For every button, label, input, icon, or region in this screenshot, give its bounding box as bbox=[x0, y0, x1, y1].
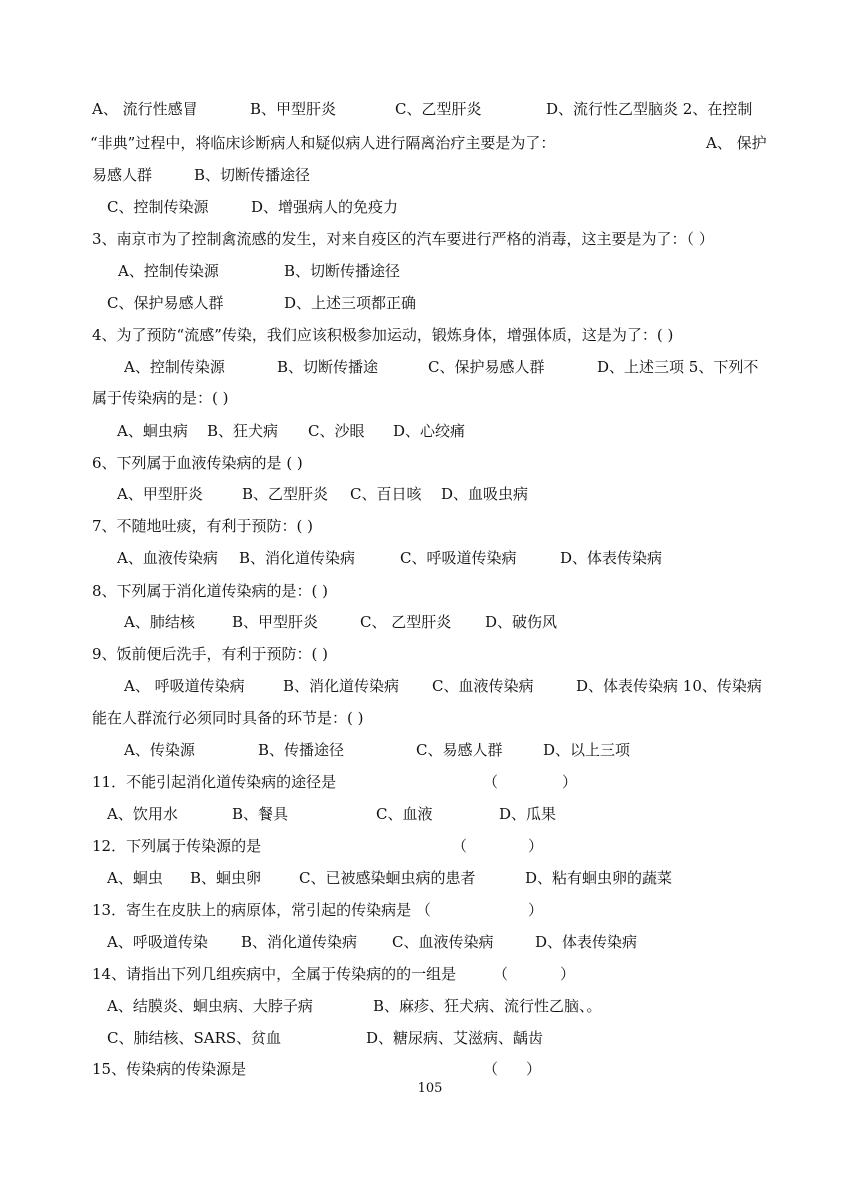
text-segment: 属于传染病的是：( ) bbox=[92, 389, 229, 407]
text-segment: D、上述三项 5、下列不 bbox=[597, 358, 759, 376]
text-segment: D、糖尿病、艾滋病、龋齿 bbox=[366, 1029, 544, 1047]
text-segment: C、乙型肝炎 bbox=[395, 100, 482, 118]
text-segment: A、 流行性感冒 bbox=[92, 100, 198, 118]
text-segment: C、易感人群 bbox=[416, 741, 503, 759]
text-segment: B、甲型肝炎 bbox=[232, 613, 319, 631]
text-segment: B、消化道传染病 bbox=[283, 677, 400, 695]
text-segment: A、肺结核 bbox=[124, 613, 195, 631]
text-segment: 9、饭前便后洗手，有利于预防：( ) bbox=[92, 645, 329, 663]
text-segment: C、控制传染源 bbox=[107, 198, 209, 216]
text-segment: D、体表传染病 bbox=[535, 933, 638, 951]
text-segment: 易感人群 bbox=[92, 166, 153, 184]
text-segment: A、血液传染病 bbox=[117, 549, 218, 567]
text-segment: 7、不随地吐痰，有利于预防：( ) bbox=[92, 517, 314, 535]
text-segment: A、 保护 bbox=[706, 134, 767, 152]
text-segment: D、瓜果 bbox=[499, 805, 557, 823]
text-segment: A、传染源 bbox=[124, 741, 195, 759]
text-segment: C、肺结核、SARS、贫血 bbox=[107, 1029, 282, 1047]
text-segment: 8、下列属于消化道传染病的是：( ) bbox=[92, 582, 329, 600]
text-segment: （ bbox=[452, 837, 468, 855]
text-segment: C、血液传染病 bbox=[432, 677, 534, 695]
text-segment: C、血液 bbox=[376, 805, 433, 823]
text-segment: D、以上三项 bbox=[543, 741, 631, 759]
text-segment: ） bbox=[526, 1060, 542, 1078]
text-segment: C、沙眼 bbox=[308, 422, 365, 440]
text-segment: B、消化道传染病 bbox=[239, 549, 356, 567]
text-segment: C、 乙型肝炎 bbox=[360, 613, 452, 631]
text-segment: D、体表传染病 10、传染病 bbox=[576, 677, 762, 695]
text-segment: （ bbox=[493, 965, 509, 983]
text-segment: D、血吸虫病 bbox=[441, 485, 529, 503]
text-segment: 12．下列属于传染源的是 bbox=[92, 837, 262, 855]
text-segment: C、已被感染蛔虫病的患者 bbox=[299, 869, 476, 887]
text-segment: A、蛔虫病 bbox=[117, 422, 188, 440]
text-segment: B、消化道传染病 bbox=[241, 933, 358, 951]
text-segment: B、切断传播途径 bbox=[284, 262, 401, 280]
text-segment: 4、为了预防“流感”传染，我们应该积极参加运动，锻炼身体，增强体质，这是为了：( ) bbox=[92, 326, 674, 344]
text-segment: （ bbox=[483, 773, 499, 791]
text-segment: ） bbox=[562, 773, 578, 791]
text-segment: 15、传染病的传染源是 bbox=[92, 1060, 247, 1078]
text-segment: C、保护易感人群 bbox=[428, 358, 545, 376]
text-segment: 3、南京市为了控制禽流感的发生，对来自疫区的汽车要进行严格的消毒，这主要是为了：（ ） bbox=[92, 230, 714, 248]
text-segment: A、控制传染源 bbox=[124, 358, 225, 376]
text-segment: C、百日咳 bbox=[350, 485, 422, 503]
text-segment: B、甲型肝炎 bbox=[250, 100, 337, 118]
text-segment: B、蛔虫卵 bbox=[190, 869, 262, 887]
text-segment: A、控制传染源 bbox=[118, 262, 219, 280]
text-segment: A、饮用水 bbox=[107, 805, 178, 823]
text-segment: D、体表传染病 bbox=[560, 549, 663, 567]
text-segment: D、流行性乙型脑炎 2、在控制 bbox=[546, 100, 753, 118]
text-segment: A、结膜炎、蛔虫病、大脖子病 bbox=[107, 997, 313, 1015]
text-segment: D、粘有蛔虫卵的蔬菜 bbox=[525, 869, 673, 887]
text-segment: B、传播途径 bbox=[258, 741, 345, 759]
text-segment: 11．不能引起消化道传染病的途径是 bbox=[92, 773, 337, 791]
text-segment: ） bbox=[528, 901, 544, 919]
text-segment: ） bbox=[560, 965, 576, 983]
text-segment: B、切断传播途径 bbox=[194, 166, 311, 184]
text-segment: B、乙型肝炎 bbox=[242, 485, 329, 503]
text-segment: B、麻疹、狂犬病、流行性乙脑、。 bbox=[373, 997, 602, 1015]
text-segment: B、切断传播途 bbox=[277, 358, 379, 376]
text-segment: C、呼吸道传染病 bbox=[400, 549, 517, 567]
text-segment: ） bbox=[528, 837, 544, 855]
text-segment: A、甲型肝炎 bbox=[117, 485, 203, 503]
text-segment: D、上述三项都正确 bbox=[284, 294, 417, 312]
text-segment: （ bbox=[483, 1060, 499, 1078]
text-segment: 13．寄生在皮肤上的病原体，常引起的传染病是 （ bbox=[92, 901, 431, 919]
text-segment: C、血液传染病 bbox=[392, 933, 494, 951]
text-segment: A、呼吸道传染 bbox=[107, 933, 208, 951]
text-segment: B、狂犬病 bbox=[207, 422, 279, 440]
text-segment: “非典”过程中，将临床诊断病人和疑似病人进行隔离治疗主要是为了： bbox=[90, 134, 556, 152]
text-segment: 能在人群流行必须同时具备的环节是：( ) bbox=[92, 709, 364, 727]
text-line bbox=[0, 1059, 860, 1159]
text-segment: 14、请指出下列几组疾病中，全属于传染病的的一组是 bbox=[92, 965, 457, 983]
page-number: 105 bbox=[417, 1081, 443, 1096]
text-segment: B、餐具 bbox=[232, 805, 289, 823]
text-segment: A、 呼吸道传染病 bbox=[124, 677, 245, 695]
text-segment: C、保护易感人群 bbox=[107, 294, 224, 312]
text-segment: 6、下列属于血液传染病的是 ( ) bbox=[92, 454, 303, 472]
text-segment: D、增强病人的免疫力 bbox=[251, 198, 399, 216]
text-segment: D、心绞痛 bbox=[393, 422, 466, 440]
text-segment: A、蛔虫 bbox=[107, 869, 163, 887]
text-segment: D、破伤风 bbox=[485, 613, 558, 631]
